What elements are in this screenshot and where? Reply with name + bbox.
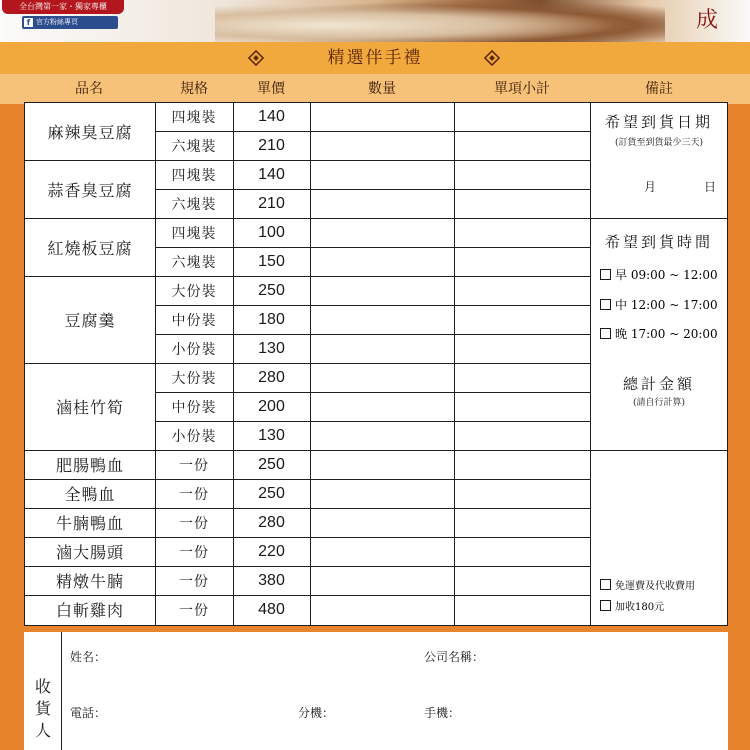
subtotal-input[interactable] — [455, 247, 590, 276]
time-option-evening[interactable] — [600, 325, 718, 342]
subtotal-input[interactable] — [455, 189, 590, 218]
mobile-label: 手機： — [424, 706, 461, 720]
company-name-label: 公司名稱： — [424, 650, 485, 664]
header-qty: 數量 — [368, 81, 396, 97]
subtotal-input[interactable] — [455, 595, 590, 624]
product-price: 140 — [258, 165, 285, 183]
section-title: 精選伴手禮 — [327, 48, 423, 68]
delivery-date-title: 希望到貨日期 — [604, 112, 713, 131]
subtotal-input[interactable] — [455, 160, 590, 189]
phone-label: 電話： — [70, 706, 107, 720]
product-price: 250 — [258, 281, 285, 299]
quantity-input[interactable] — [311, 131, 454, 160]
product-spec: 六塊裝 — [171, 196, 217, 213]
product-price: 210 — [258, 194, 285, 212]
product-name: 紅燒板豆腐 — [47, 238, 133, 258]
subtotal-input[interactable] — [455, 131, 590, 160]
header-name: 品名 — [75, 81, 103, 97]
quantity-input[interactable] — [311, 595, 454, 624]
product-spec: 大份裝 — [171, 370, 217, 387]
product-name: 蒜香臭豆腐 — [47, 180, 133, 200]
product-spec: 六塊裝 — [171, 138, 217, 155]
product-spec: 一份 — [179, 573, 209, 590]
delivery-date-note: (訂貨至到貨最少三天) — [614, 137, 704, 148]
recipient-section-label: 收 貨 人 — [34, 677, 51, 740]
product-spec: 一份 — [179, 486, 209, 503]
checkbox-icon[interactable] — [600, 299, 611, 310]
order-table — [24, 102, 728, 626]
header-subtotal: 單項小計 — [494, 81, 550, 97]
product-spec: 大份裝 — [171, 283, 217, 300]
surcharge-option[interactable] — [600, 598, 664, 613]
quantity-input[interactable] — [311, 479, 454, 508]
subtotal-input[interactable] — [455, 508, 590, 537]
free-shipping-option[interactable] — [600, 577, 695, 592]
surcharge-label: 加收180元 — [615, 602, 665, 613]
product-name: 肥腸鴨血 — [55, 456, 124, 475]
header-price: 單價 — [257, 81, 285, 97]
total-amount-note: (請自行計算) — [632, 397, 686, 408]
free-shipping-label: 免運費及代收費用 — [615, 581, 695, 592]
product-price: 180 — [258, 310, 285, 328]
time-range: 17:00 ~ 20:00 — [630, 327, 718, 341]
total-amount-title: 總計金額 — [622, 374, 695, 393]
product-spec: 中份裝 — [171, 399, 217, 416]
subtotal-input[interactable] — [455, 276, 590, 305]
product-spec: 小份裝 — [171, 341, 217, 358]
delivery-time-title: 希望到貨時間 — [604, 232, 713, 251]
product-price: 130 — [258, 339, 285, 357]
product-spec: 小份裝 — [171, 428, 217, 445]
day-label: 日 — [703, 179, 716, 194]
product-price: 140 — [258, 107, 285, 125]
product-name: 麻辣臭豆腐 — [47, 122, 133, 142]
recipient-name-label: 姓名： — [70, 650, 107, 664]
quantity-input[interactable] — [311, 450, 454, 479]
banner-ribbon: 全台灣第一家・獨家專櫃 — [2, 0, 124, 14]
product-price: 280 — [258, 368, 285, 386]
product-spec: 一份 — [179, 602, 209, 619]
subtotal-input[interactable] — [455, 363, 590, 392]
header-spec: 規格 — [180, 81, 208, 97]
product-name: 全鴨血 — [64, 485, 116, 504]
subtotal-input[interactable] — [455, 334, 590, 363]
subtotal-input[interactable] — [455, 566, 590, 595]
header-note: 備註 — [645, 81, 673, 97]
subtotal-input[interactable] — [455, 392, 590, 421]
product-price: 220 — [258, 542, 285, 560]
product-spec: 四塊裝 — [171, 109, 217, 126]
product-price: 200 — [258, 397, 285, 415]
quantity-input[interactable] — [311, 334, 454, 363]
facebook-page-label: 官方粉絲專頁 — [36, 18, 78, 26]
brand-signature: 成 — [695, 8, 718, 33]
subtotal-input[interactable] — [455, 305, 590, 334]
product-price: 480 — [258, 600, 285, 618]
time-period: 早 — [615, 268, 628, 282]
quantity-input[interactable] — [311, 160, 454, 189]
food-photo — [215, 0, 665, 42]
product-name: 滷桂竹筍 — [55, 398, 124, 417]
top-banner — [0, 0, 750, 42]
product-name: 豆腐羹 — [64, 311, 116, 330]
quantity-input[interactable] — [311, 305, 454, 334]
product-spec: 一份 — [179, 544, 209, 561]
subtotal-input[interactable] — [455, 537, 590, 566]
time-period: 晚 — [615, 327, 628, 341]
product-price: 210 — [258, 136, 285, 154]
checkbox-icon[interactable] — [600, 269, 611, 280]
facebook-page-button[interactable] — [22, 16, 118, 29]
quantity-input[interactable] — [311, 508, 454, 537]
product-price: 250 — [258, 484, 285, 502]
time-option-morning[interactable] — [600, 266, 718, 283]
product-spec: 四塊裝 — [171, 167, 217, 184]
quantity-input[interactable] — [311, 421, 454, 450]
checkbox-icon[interactable] — [600, 579, 611, 590]
facebook-icon: f — [24, 18, 33, 27]
product-spec: 一份 — [179, 515, 209, 532]
subtotal-input[interactable] — [455, 218, 590, 247]
product-price: 250 — [258, 455, 285, 473]
product-spec: 一份 — [179, 457, 209, 474]
product-price: 150 — [258, 252, 285, 270]
time-range: 12:00 ~ 17:00 — [630, 298, 718, 312]
subtotal-input[interactable] — [455, 450, 590, 479]
product-spec: 六塊裝 — [171, 254, 217, 271]
product-name: 白斬雞肉 — [55, 601, 124, 620]
quantity-input[interactable] — [311, 566, 454, 595]
diamond-ornament-icon — [484, 50, 500, 66]
quantity-input[interactable] — [311, 247, 454, 276]
checkbox-icon[interactable] — [600, 328, 611, 339]
time-period: 中 — [615, 298, 628, 312]
product-price: 280 — [258, 513, 285, 531]
time-option-noon[interactable] — [600, 296, 718, 313]
subtotal-input[interactable] — [455, 479, 590, 508]
product-name: 牛腩鴨血 — [55, 514, 124, 533]
quantity-input[interactable] — [311, 189, 454, 218]
product-spec: 中份裝 — [171, 312, 217, 329]
month-label: 月 — [643, 179, 656, 194]
recipient-form — [24, 632, 728, 750]
subtotal-input[interactable] — [455, 421, 590, 450]
quantity-input[interactable] — [311, 276, 454, 305]
quantity-input[interactable] — [311, 102, 454, 131]
product-price: 380 — [258, 571, 285, 589]
product-name: 滷大腸頭 — [55, 543, 124, 562]
quantity-input[interactable] — [311, 363, 454, 392]
extension-label: 分機： — [298, 706, 335, 720]
quantity-input[interactable] — [311, 392, 454, 421]
quantity-input[interactable] — [311, 537, 454, 566]
time-range: 09:00 ~ 12:00 — [630, 268, 718, 282]
product-price: 130 — [258, 426, 285, 444]
product-spec: 四塊裝 — [171, 225, 217, 242]
subtotal-input[interactable] — [455, 102, 590, 131]
product-price: 100 — [258, 223, 285, 241]
product-name: 精燉牛腩 — [55, 572, 124, 591]
quantity-input[interactable] — [311, 218, 454, 247]
checkbox-icon[interactable] — [600, 600, 611, 611]
